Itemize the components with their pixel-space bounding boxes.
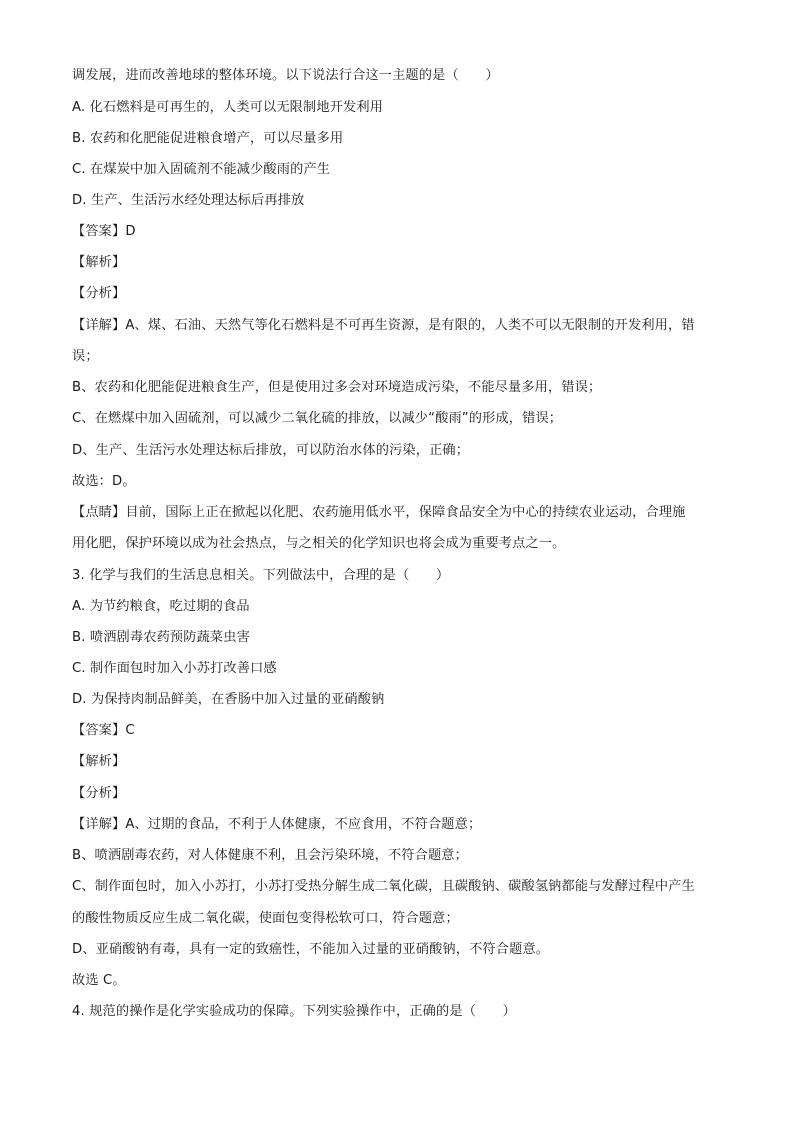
option-b: B. 喷洒剧毒农药预防蔬菜虫害 [72,630,250,645]
option-d: D. 为保持肉制品鲜美，在香肠中加入过量的亚硝酸钠 [72,692,385,707]
choice-line: 故选 C。 [72,973,126,988]
analysis-label: 【解析】 [72,754,126,769]
detail-line: B、喷洒剧毒农药，对人体健康不利，且会污染环境，不符合题意； [72,848,468,863]
question-3-stem: 3. 化学与我们的生活息息相关。下列做法中，合理的是（ ） [72,568,450,583]
detail-line: 的酸性物质反应生成二氧化碳，使面包变得松软可口，符合题意； [72,911,459,926]
detail-line: 【详解】A、煤、石油、天然气等化石燃料是不可再生资源，是有限的，人类不可以无限制的开发利用，错 [72,318,695,333]
option-a: A. 为节约粮食，吃过期的食品 [72,599,250,614]
answer-label: 【答案】C [72,723,135,738]
detail-line: B、农药和化肥能促进粮食生产，但是使用过多会对环境造成污染，不能尽量多用，错误； [72,380,602,395]
text-line: 调发展，进而改善地球的整体环境。以下说法行合这一主题的是（ ） [72,68,499,83]
detail-line: C、在燃煤中加入固硫剂，可以减少二氧化硫的排放，以减少“酸雨”的形成，错误； [72,411,563,426]
option-d: D. 生产、生活污水经处理达标后再排放 [72,193,305,208]
option-a: A. 化石燃料是可再生的，人类可以无限制地开发利用 [72,100,384,115]
answer-label: 【答案】D [72,224,136,239]
analysis-label: 【解析】 [72,255,126,270]
detail-line: D、亚硝酸钠有毒，具有一定的致癌性，不能加入过量的亚硝酸钠，不符合题意。 [72,942,550,957]
option-b: B. 农药和化肥能促进粮食增产，可以尽量多用 [72,131,344,146]
option-c: C. 制作面包时加入小苏打改善口感 [72,661,277,676]
detail-line: D、生产、生活污水处理达标后排放，可以防治水体的污染，正确； [72,443,470,458]
comment-line: 用化肥，保护环境以成为社会热点，与之相关的化学知识也将会成为重要考点之一。 [72,536,566,551]
detail-line: C、制作面包时，加入小苏打，小苏打受热分解生成二氧化碳，且碳酸钠、碳酸氢钠都能与发酵过程中产生 [72,879,695,894]
option-c: C. 在煤炭中加入固硫剂不能减少酸雨的产生 [72,162,331,177]
question-4-stem: 4. 规范的操作是化学实验成功的保障。下列实验操作中，正确的是（ ） [72,1004,517,1019]
analysis-sub-label: 【分析】 [72,786,126,801]
detail-line: 【详解】A、过期的食品，不利于人体健康，不应食用，不符合题意； [72,817,482,832]
detail-line: 误； [72,349,99,364]
choice-line: 故选：D。 [72,474,136,489]
analysis-sub-label: 【分析】 [72,286,126,301]
comment-line: 【点睛】目前，国际上正在掀起以化肥、农药施用低水平，保障食品安全为中心的持续农业运动，合理施 [72,505,686,520]
